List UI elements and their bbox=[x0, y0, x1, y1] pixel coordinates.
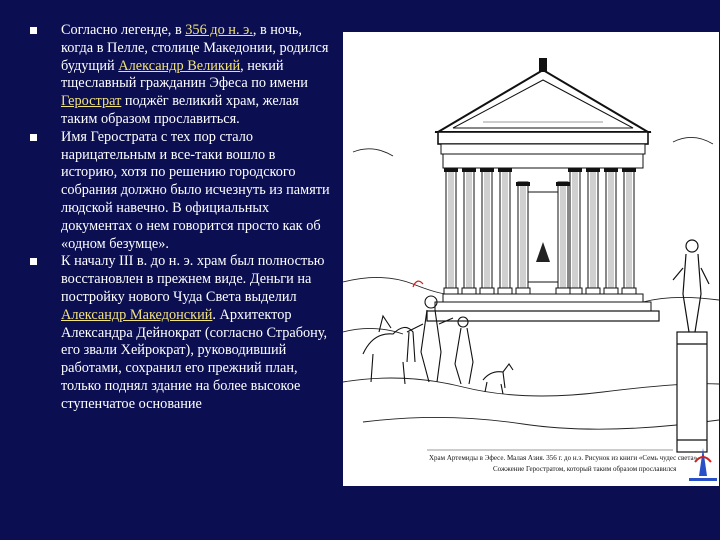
bullet-text: . Архитектор Александра Дейнократ (согласно Страбону, его звали Хейрократ), руководивший работами, сохранил его прежний план, только поднял здание на более высокое ступенчатое основание bbox=[61, 306, 328, 412]
illustration-caption-2: Сожжение Геростратом, который таким образом прославился bbox=[493, 465, 677, 473]
bullet-text: , некий тщеславный гражданин Эфеса по имени bbox=[61, 57, 308, 92]
bullet-text: , в ночь, когда в Пелле, столице Македонии, родился будущий bbox=[61, 22, 329, 74]
bullet-marker-icon bbox=[30, 27, 37, 34]
bullet-text: К началу III в. до н. э. храм был полностью восстановлен в прежнем виде. Деньги на постройку нового Чуда Света выделил bbox=[61, 253, 325, 305]
temple-entablature bbox=[438, 132, 648, 168]
temple-column bbox=[444, 168, 458, 294]
bullet-text: Имя Герострата с тех пор стало нарицательным и все-таки вошло в историю, хотя по решению городского собрания должно было исчезнуть из памяти людской навечно. В официальных документах о нем говорится просто как об «одном безумце». bbox=[61, 128, 330, 252]
temple-doorway bbox=[528, 192, 558, 282]
wiki-link[interactable]: 356 до н. э. bbox=[185, 22, 253, 38]
wiki-link[interactable]: Александр Великий bbox=[118, 57, 241, 74]
bullet-marker-icon bbox=[30, 258, 37, 265]
bullet-item bbox=[30, 22, 335, 129]
temple-illustration bbox=[343, 32, 719, 486]
bullet-item bbox=[30, 253, 335, 413]
bullet-text: поджёг великий храм, желая таким образом прославиться. bbox=[61, 93, 299, 127]
wiki-link[interactable]: Герострат bbox=[61, 93, 122, 110]
illustration-caption: Храм Артемиды в Эфесе. Малая Азия. 356 г. до н.э. Рисунок из книги «Семь чудес света». bbox=[429, 454, 699, 462]
temple-column bbox=[586, 168, 600, 294]
temple-pediment bbox=[435, 58, 651, 132]
temple-column bbox=[498, 168, 512, 294]
temple-column bbox=[604, 168, 618, 294]
right-statue bbox=[673, 240, 709, 452]
landscape-lines bbox=[343, 137, 719, 429]
temple-column bbox=[480, 168, 494, 294]
temple-column bbox=[568, 168, 582, 294]
temple-column bbox=[462, 168, 476, 294]
bullet-text: Согласно легенде, в bbox=[61, 22, 186, 38]
wiki-link[interactable]: Александр Македонский bbox=[61, 306, 213, 323]
bullet-list bbox=[30, 22, 335, 414]
bullet-item bbox=[30, 129, 335, 254]
bullet-marker-icon bbox=[30, 134, 37, 141]
corner-logo bbox=[689, 448, 717, 481]
temple-column bbox=[622, 168, 636, 294]
